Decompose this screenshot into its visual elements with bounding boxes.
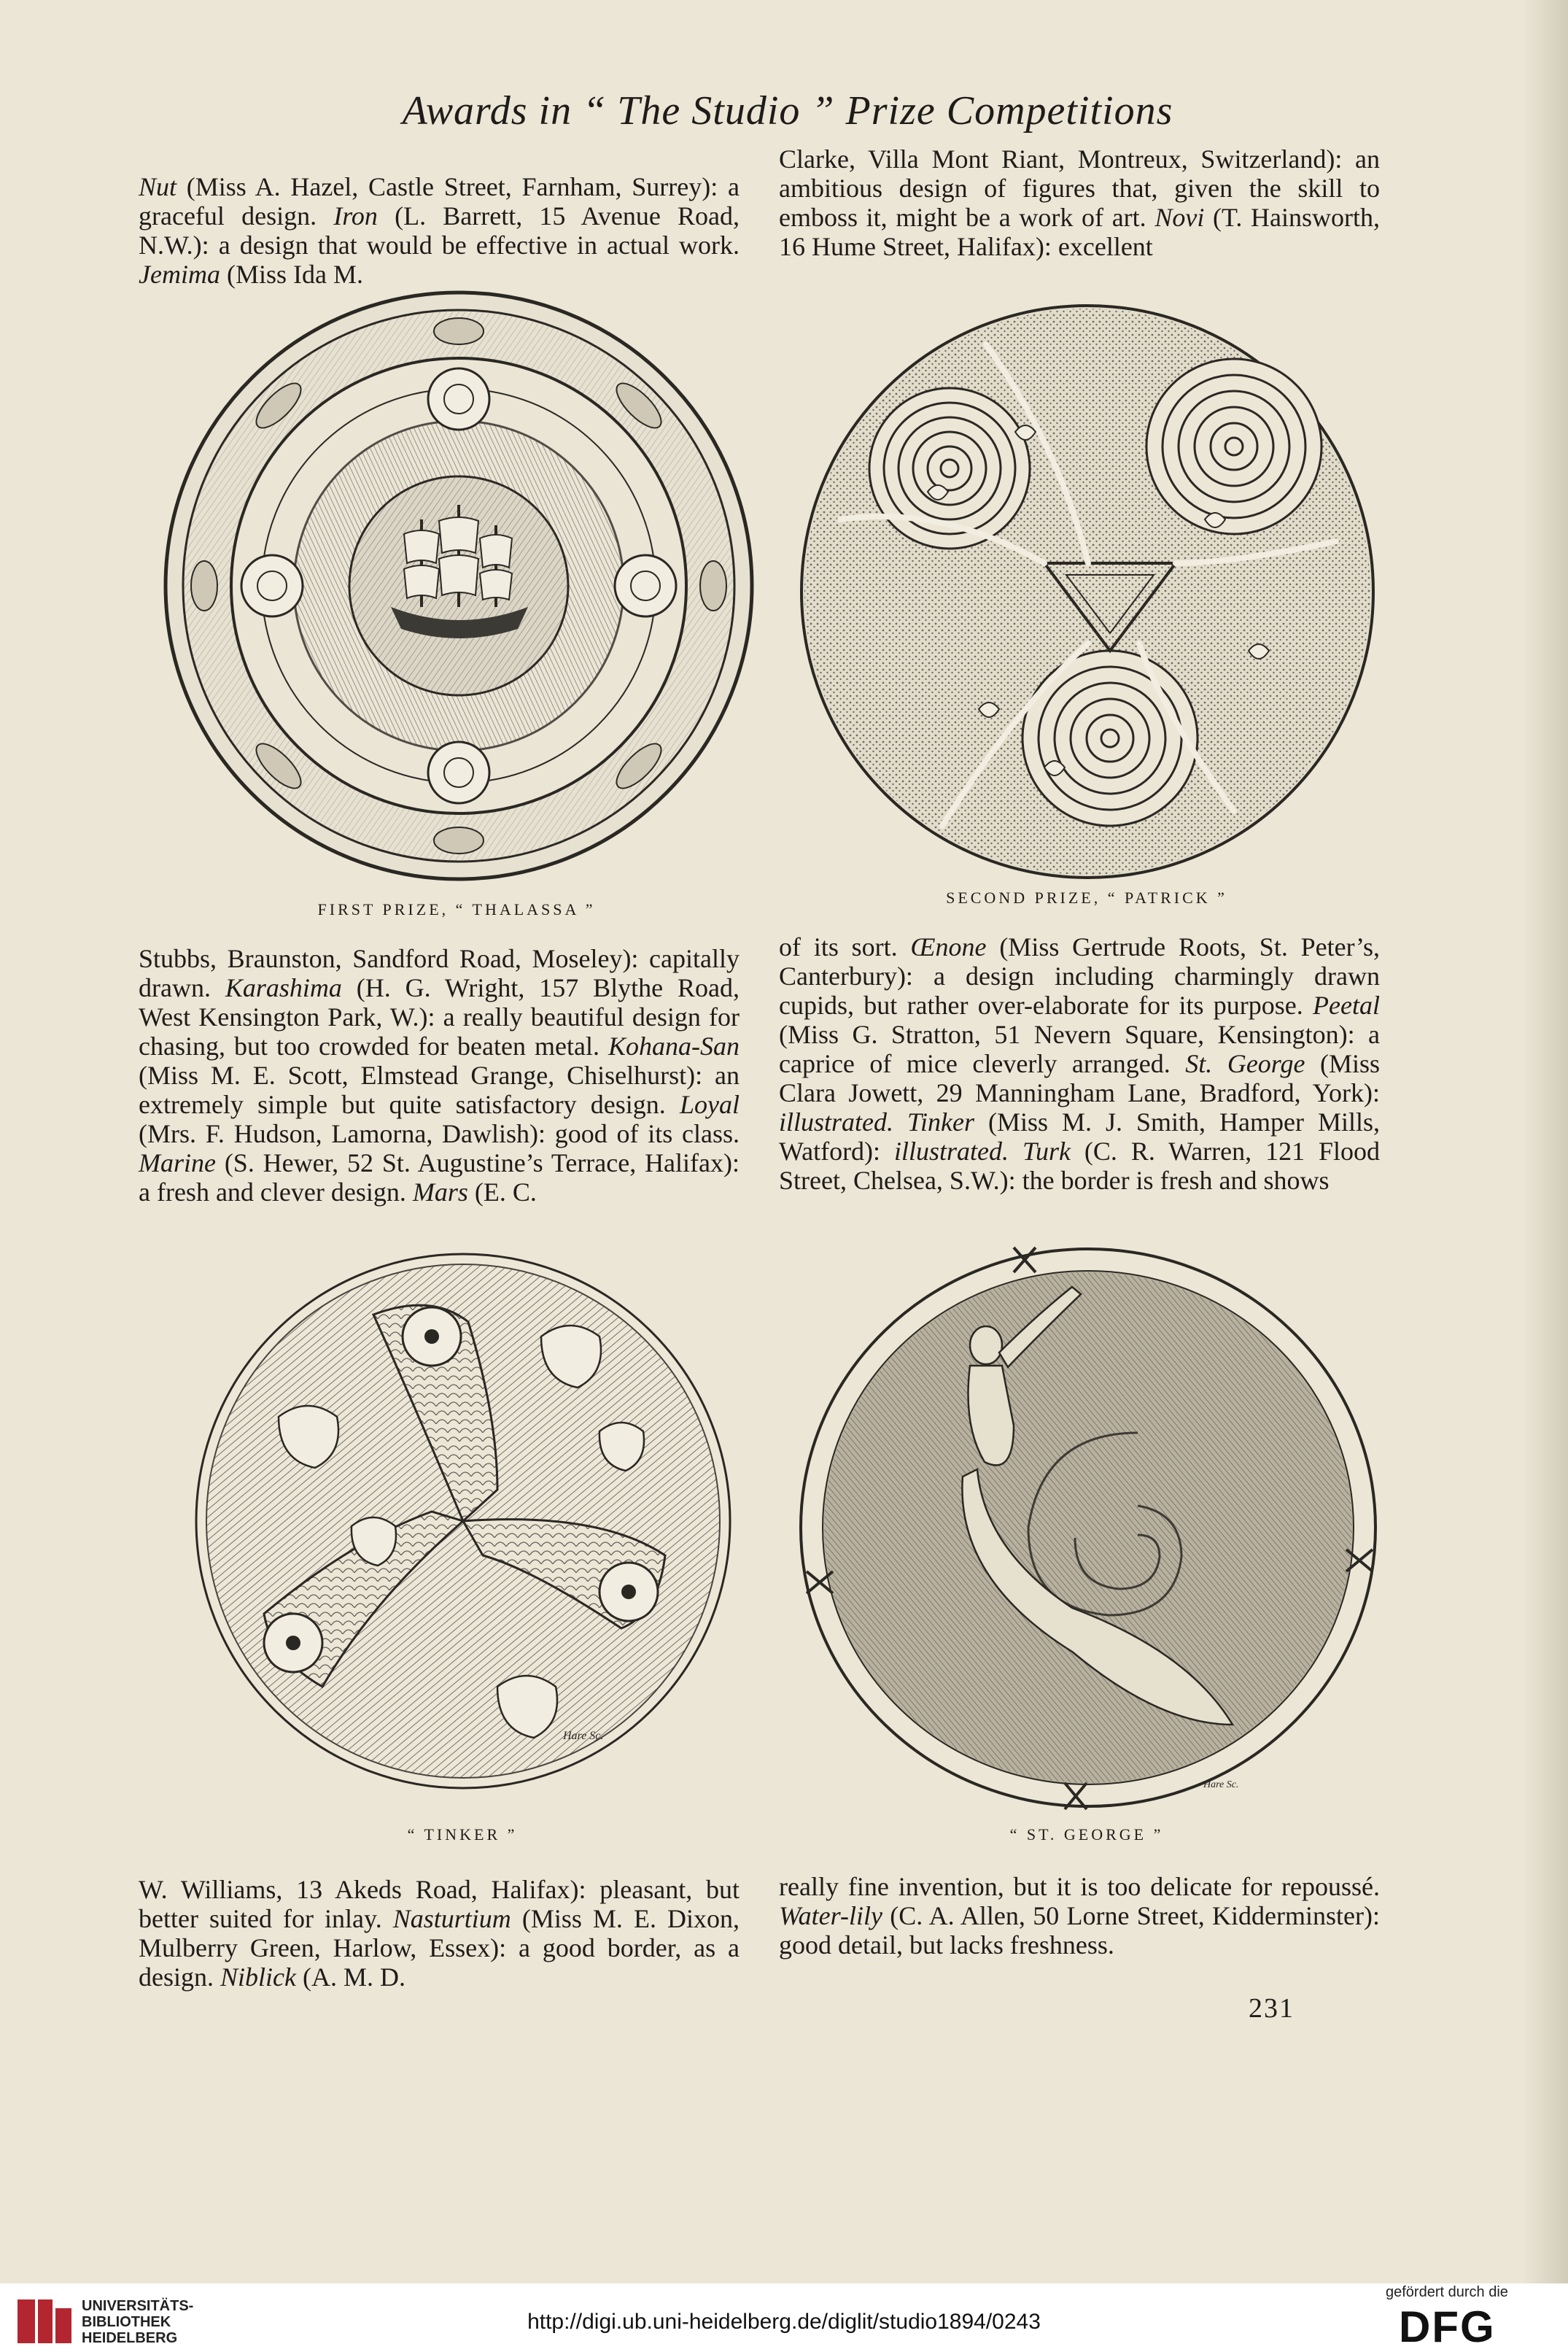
page-number: 231 bbox=[1249, 1993, 1295, 2024]
paragraph bbox=[779, 932, 1380, 1195]
text-column-right-middle bbox=[779, 932, 1380, 1195]
italic-entry-name: Niblick bbox=[220, 1962, 296, 1992]
source-url-link[interactable]: http://digi.ub.uni-heidelberg.de/diglit/studio1894/0243 bbox=[527, 2310, 1041, 2334]
italic-entry-name: Nasturtium bbox=[392, 1904, 511, 1933]
paragraph bbox=[779, 1872, 1380, 1960]
italic-entry-name: illustrated. bbox=[893, 1137, 1009, 1166]
italic-entry-name: Water-lily bbox=[779, 1901, 882, 1930]
paragraph bbox=[139, 172, 740, 289]
running-header: Awards in “ The Studio ” Prize Competitions bbox=[402, 88, 1173, 134]
plate-st-george-caption: “ ST. GEORGE ” bbox=[1009, 1825, 1164, 1844]
text-run: W. Williams, 13 Akeds Road, Halifax): pleasant, but better suited for inlay. bbox=[139, 1875, 740, 1933]
plate-thalassa-illustration bbox=[159, 286, 758, 886]
text-run: (Miss M. E. Dixon, Mulberry Green, Harlow, Essex): a good border, as a design. bbox=[139, 1904, 740, 1992]
text-run: (S. Hewer, 52 St. Augustine’s Terrace, Halifax): a fresh and clever design. bbox=[139, 1148, 740, 1207]
italic-entry-name: Mars bbox=[412, 1177, 468, 1207]
text-column-left-middle bbox=[139, 944, 740, 1207]
italic-entry-name: Tinker bbox=[907, 1107, 975, 1137]
text-run: (Miss Ida M. bbox=[220, 260, 363, 289]
plate-tinker-signature: Hare Sc. bbox=[563, 1730, 604, 1742]
text-run: (Miss Clara Jowett, 29 Manningham Lane, Bradford, York): bbox=[779, 1049, 1380, 1107]
plate-patrick-illustration bbox=[796, 301, 1378, 883]
italic-entry-name: Kohana-San bbox=[608, 1032, 740, 1061]
italic-entry-name: Peetal bbox=[1313, 991, 1380, 1020]
text-run: (C. A. Allen, 50 Lorne Street, Kidderminster): good detail, but lacks freshness. bbox=[779, 1901, 1380, 1960]
text-run: (Miss G. Stratton, 51 Nevern Square, Kensington): a caprice of mice cleverly arranged. bbox=[779, 1020, 1380, 1078]
plate-tinker-caption: “ TINKER ” bbox=[407, 1825, 518, 1844]
text-run: (Miss M. E. Scott, Elmstead Grange, Chiselhurst): an extremely simple but quite satisfactory design. bbox=[139, 1061, 740, 1119]
paragraph bbox=[139, 944, 740, 1207]
library-name-line: UNIVERSITÄTS- bbox=[82, 2298, 194, 2314]
italic-entry-name: Loyal bbox=[679, 1090, 740, 1119]
dfg-funding-label: gefördert durch die bbox=[1386, 2284, 1508, 2300]
text-column-right-top bbox=[779, 144, 1380, 261]
text-run bbox=[893, 1107, 907, 1137]
text-run: (H. G. Wright, 157 Blythe Road, West Kensington Park, W.): a really beautiful design for chasing, but too crowded for beaten metal. bbox=[139, 973, 740, 1061]
text-run: (L. Barrett, 15 Avenue Road, N.W.): a design that would be effective in actual work. bbox=[139, 201, 740, 260]
italic-entry-name: Nut bbox=[139, 172, 177, 201]
text-run: (A. M. D. bbox=[295, 1962, 405, 1992]
italic-entry-name: Iron bbox=[333, 201, 378, 231]
text-run: (Miss Gertrude Roots, St. Peter’s, Canterbury): a design including charmingly drawn cupids, but rather over-elaborate for its purpose. bbox=[779, 932, 1380, 1020]
text-column-right-bottom bbox=[779, 1872, 1380, 1960]
paragraph bbox=[779, 144, 1380, 261]
paragraph bbox=[139, 1875, 740, 1992]
text-run: (Mrs. F. Hudson, Lamorna, Dawlish): good of its class. bbox=[139, 1119, 740, 1148]
italic-entry-name: illustrated. bbox=[779, 1107, 894, 1137]
text-run: really fine invention, but it is too delicate for repoussé. bbox=[779, 1872, 1380, 1901]
plate-tinker-illustration bbox=[191, 1249, 735, 1793]
text-column-left-bottom bbox=[139, 1875, 740, 1992]
italic-entry-name: Novi bbox=[1154, 203, 1205, 232]
italic-entry-name: St. George bbox=[1185, 1049, 1305, 1078]
italic-entry-name: Jemima bbox=[139, 260, 220, 289]
italic-entry-name: Karashima bbox=[225, 973, 342, 1002]
italic-entry-name: Œnone bbox=[910, 932, 987, 962]
text-run: Stubbs, Braunston, Sandford Road, Moseley): capitally drawn. bbox=[139, 944, 740, 1002]
dfg-logo: DFG bbox=[1399, 2302, 1496, 2351]
text-run: of its sort. bbox=[779, 932, 911, 962]
plate-st-george-illustration bbox=[795, 1243, 1381, 1812]
text-run: (Miss A. Hazel, Castle Street, Farnham, Surrey): a graceful design. bbox=[139, 172, 740, 231]
library-name-line: BIBLIOTHEK bbox=[82, 2314, 171, 2330]
text-run: (Miss M. J. Smith, Hamper Mills, Watford): bbox=[779, 1107, 1381, 1166]
text-run: Clarke, Villa Mont Riant, Montreux, Switzerland): an ambitious design of figures that, given the skill to emboss it, might be a work of art. bbox=[779, 144, 1380, 232]
italic-entry-name: Turk bbox=[1022, 1137, 1071, 1166]
italic-entry-name: Marine bbox=[139, 1148, 216, 1177]
library-name-line: HEIDELBERG bbox=[82, 2330, 178, 2346]
plate-patrick-caption: SECOND PRIZE, “ PATRICK ” bbox=[946, 889, 1227, 907]
text-run: (E. C. bbox=[467, 1177, 537, 1207]
text-column-left-top bbox=[139, 172, 740, 289]
text-run bbox=[1009, 1137, 1022, 1166]
text-run: (T. Hainsworth, 16 Hume Street, Halifax): excellent bbox=[779, 203, 1380, 261]
text-run: (C. R. Warren, 121 Flood Street, Chelsea, S.W.): the border is fresh and shows bbox=[779, 1137, 1381, 1195]
plate-thalassa-caption: FIRST PRIZE, “ THALASSA ” bbox=[317, 900, 596, 918]
plate-st-george-signature: Hare Sc. bbox=[1203, 1779, 1239, 1790]
